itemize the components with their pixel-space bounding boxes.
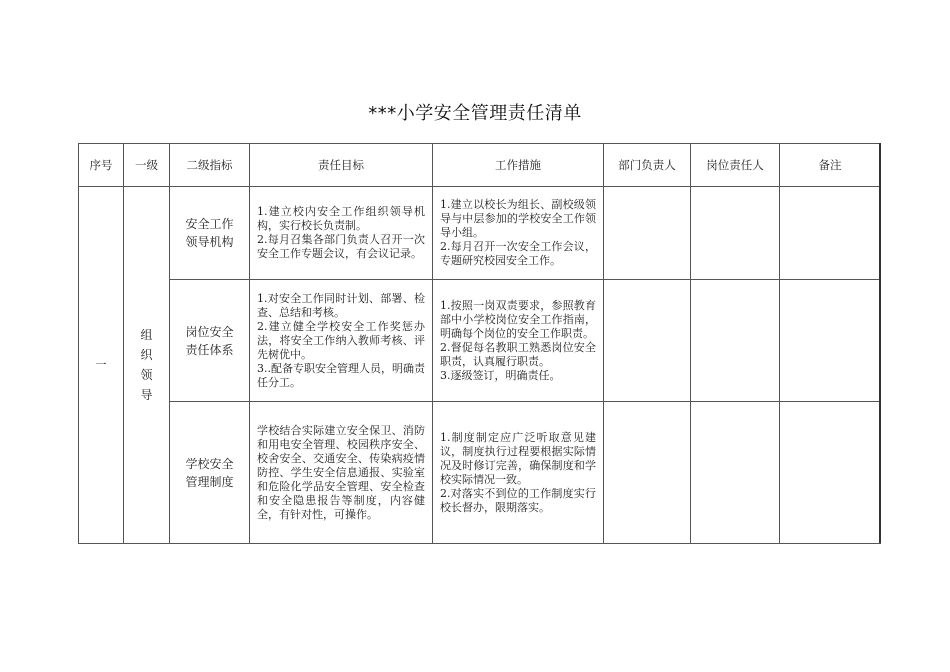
- goal-item: 1.建立校内安全工作组织领导机构，实行校长负责制。: [257, 205, 425, 232]
- goal-item: 2.建立健全学校安全工作奖惩办法，将安全工作纳入教师考核、评先树优中。: [257, 319, 425, 361]
- post-person-cell[interactable]: [691, 187, 780, 280]
- measure-item: 2.督促每名教职工熟悉岗位安全职责，认真履行职责。: [440, 340, 596, 368]
- group-level1: 组织领导: [140, 328, 153, 402]
- post-person-cell[interactable]: [691, 280, 780, 402]
- group-seq-cell: [79, 187, 124, 544]
- measures-cell: [433, 402, 604, 544]
- level2-label: 安全工作领导机构: [185, 217, 234, 249]
- dept-head-cell[interactable]: [604, 402, 691, 544]
- header-measures: 工作措施: [433, 144, 604, 187]
- table-row: [79, 280, 881, 402]
- group-seq: 一: [95, 358, 107, 371]
- header-seq: 序号: [79, 144, 124, 187]
- header-goal: 责任目标: [250, 144, 433, 187]
- goal-cell: [250, 402, 433, 544]
- level2-cell: [170, 187, 250, 280]
- header-level2: 二级指标: [170, 144, 250, 187]
- table-row: [79, 187, 881, 280]
- level2-cell: [170, 402, 250, 544]
- measure-item: 1.按照一岗双责要求，参照教育部中小学校岗位安全工作指南，明确每个岗位的安全工作职责。: [440, 298, 596, 340]
- dept-head-cell[interactable]: [604, 280, 691, 402]
- measure-item: 3.逐级签订，明确责任。: [440, 368, 561, 382]
- table-right-border: [879, 143, 881, 543]
- group-level1-cell: [124, 187, 170, 544]
- level2-label: 学校安全管理制度: [185, 456, 234, 489]
- goal-item: 1.对安全工作同时计划、部署、检查、总结和考核。: [257, 291, 425, 319]
- measure-item: 1.制度制定应广泛听取意见建议，制度执行过程要根据实际情况及时修订完善，确保制度和学校实际情况一致。: [440, 430, 596, 486]
- header-level1: 一级: [124, 144, 170, 187]
- goal-cell: [250, 187, 433, 280]
- remark-cell[interactable]: [780, 187, 881, 280]
- remark-cell[interactable]: [780, 402, 881, 544]
- header-post-person: 岗位责任人: [691, 144, 780, 187]
- measures-cell: [433, 280, 604, 402]
- level2-cell: [170, 280, 250, 402]
- dept-head-cell[interactable]: [604, 187, 691, 280]
- header-dept-head: 部门负责人: [604, 144, 691, 187]
- document-title: ***小学安全管理责任清单: [368, 103, 582, 124]
- responsibility-table: [78, 143, 881, 544]
- header-remark: 备注: [780, 144, 881, 187]
- goal-cell: [250, 280, 433, 402]
- goal-item: 3..配备专职安全管理人员，明确责任分工。: [257, 361, 425, 389]
- measures-cell: [433, 187, 604, 280]
- goal-item: 2.每月召集各部门负责人召开一次安全工作专题会议，有会议记录。: [257, 233, 425, 260]
- remark-cell[interactable]: [780, 280, 881, 402]
- goal-item: 学校结合实际建立安全保卫、消防和用电安全管理、校园秩序安全、校舍安全、交通安全、传染病疫情防控、学生安全信息通报、实验室和危险化学品安全管理、安全检查和安全隐患报告等制度，内容健全，有针对性，可操作。: [257, 423, 425, 521]
- measure-item: 2.每月召开一次安全工作会议，专题研究校园安全工作。: [440, 240, 596, 267]
- measure-item: 1.建立以校长为组长、副校级领导与中层参加的学校安全工作领导小组。: [440, 198, 596, 239]
- table-header-row: [79, 144, 881, 187]
- table-row: [79, 402, 881, 544]
- level2-label: 岗位安全责任体系: [185, 324, 234, 357]
- measure-item: 2.对落实不到位的工作制度实行校长督办，限期落实。: [440, 486, 596, 514]
- post-person-cell[interactable]: [691, 402, 780, 544]
